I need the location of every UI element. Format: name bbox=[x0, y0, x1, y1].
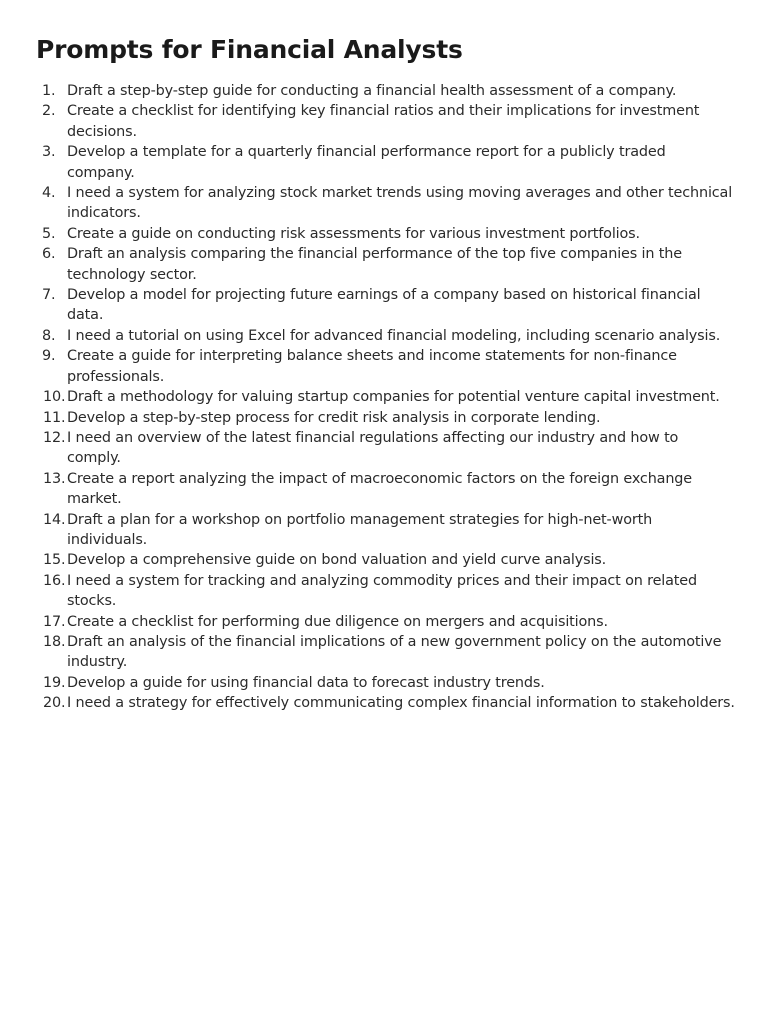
list-item-text: Create a report analyzing the impact of macroeconomic factors on the foreign exchange market. bbox=[67, 470, 692, 508]
list-item bbox=[36, 693, 736, 713]
list-item-text: Create a checklist for performing due diligence on mergers and acquisitions. bbox=[67, 613, 608, 630]
list-item-number: 15. bbox=[43, 552, 66, 569]
list-item bbox=[36, 346, 736, 387]
list-item bbox=[36, 469, 736, 510]
list-item-text: Draft an analysis comparing the financial performance of the top five companies in the technology sector. bbox=[67, 246, 682, 283]
list-item-number: 12. bbox=[43, 429, 66, 446]
list-item bbox=[36, 510, 736, 551]
list-item-text: I need an overview of the latest financial regulations affecting our industry and how to comply. bbox=[67, 429, 679, 467]
list-item bbox=[36, 285, 736, 326]
list-item-text: Develop a comprehensive guide on bond valuation and yield curve analysis. bbox=[67, 552, 607, 569]
list-item-text: Draft a methodology for valuing startup companies for potential venture capital investment. bbox=[67, 389, 720, 406]
list-item-number: 16. bbox=[43, 572, 66, 589]
list-item-number: 11. bbox=[43, 409, 66, 426]
list-item bbox=[36, 408, 736, 428]
list-item-number: 8. bbox=[42, 327, 56, 344]
prompt-list bbox=[36, 81, 736, 714]
list-item-text: Create a guide for interpreting balance sheets and income statements for non-finance professionals. bbox=[67, 348, 677, 385]
document-page bbox=[36, 34, 736, 714]
list-item-number: 10. bbox=[43, 389, 66, 406]
list-item bbox=[36, 632, 736, 673]
list-item-text: Draft an analysis of the financial implications of a new government policy on the automotive industry. bbox=[67, 633, 722, 671]
list-item-text: Draft a step-by-step guide for conducting a financial health assessment of a company. bbox=[67, 83, 677, 99]
list-item-text: I need a strategy for effectively communicating complex financial information to stakeholders. bbox=[67, 695, 735, 712]
list-item-text: I need a tutorial on using Excel for advanced financial modeling, including scenario analysis. bbox=[67, 327, 721, 344]
list-item-number: 17. bbox=[43, 613, 66, 630]
list-item bbox=[36, 101, 736, 142]
list-item bbox=[36, 387, 736, 407]
list-item-number: 14. bbox=[43, 511, 66, 528]
list-item-number: 3. bbox=[42, 144, 56, 161]
list-item-number: 4. bbox=[42, 185, 56, 202]
list-item bbox=[36, 81, 736, 101]
list-item-number: 18. bbox=[43, 633, 66, 650]
list-item-number: 9. bbox=[42, 348, 56, 365]
list-item bbox=[36, 224, 736, 244]
list-item bbox=[36, 326, 736, 346]
list-item-text: Develop a template for a quarterly financial performance report for a publicly traded company. bbox=[67, 144, 666, 181]
list-item-number: 19. bbox=[43, 674, 66, 691]
list-item bbox=[36, 673, 736, 693]
list-item bbox=[36, 612, 736, 632]
list-item-text: Develop a model for projecting future earnings of a company based on historical financial data. bbox=[67, 287, 701, 324]
list-item bbox=[36, 550, 736, 570]
list-item bbox=[36, 183, 736, 224]
list-item-number: 6. bbox=[42, 246, 56, 263]
list-item bbox=[36, 142, 736, 183]
page-title: Prompts for Financial Analysts bbox=[36, 35, 463, 64]
list-item bbox=[36, 244, 736, 285]
list-item-text: I need a system for tracking and analyzing commodity prices and their impact on related stocks. bbox=[67, 572, 697, 610]
list-item-number: 2. bbox=[42, 103, 56, 120]
list-item-text: Develop a guide for using financial data to forecast industry trends. bbox=[67, 674, 545, 691]
list-item-number: 5. bbox=[42, 225, 56, 242]
list-item-text: Create a guide on conducting risk assessments for various investment portfolios. bbox=[67, 225, 640, 242]
list-item bbox=[36, 571, 736, 612]
list-item-number: 1. bbox=[42, 83, 56, 99]
list-item-text: Draft a plan for a workshop on portfolio management strategies for high-net-worth individuals. bbox=[67, 511, 653, 548]
list-item-number: 20. bbox=[43, 695, 66, 712]
list-item-text: Create a checklist for identifying key financial ratios and their implications for investment decisions. bbox=[67, 103, 700, 140]
list-item bbox=[36, 428, 736, 469]
list-item-text: I need a system for analyzing stock market trends using moving averages and other technical indicators. bbox=[67, 185, 733, 222]
list-item-text: Develop a step-by-step process for credit risk analysis in corporate lending. bbox=[67, 409, 601, 426]
list-item-number: 13. bbox=[43, 470, 66, 487]
list-item-number: 7. bbox=[42, 287, 56, 304]
